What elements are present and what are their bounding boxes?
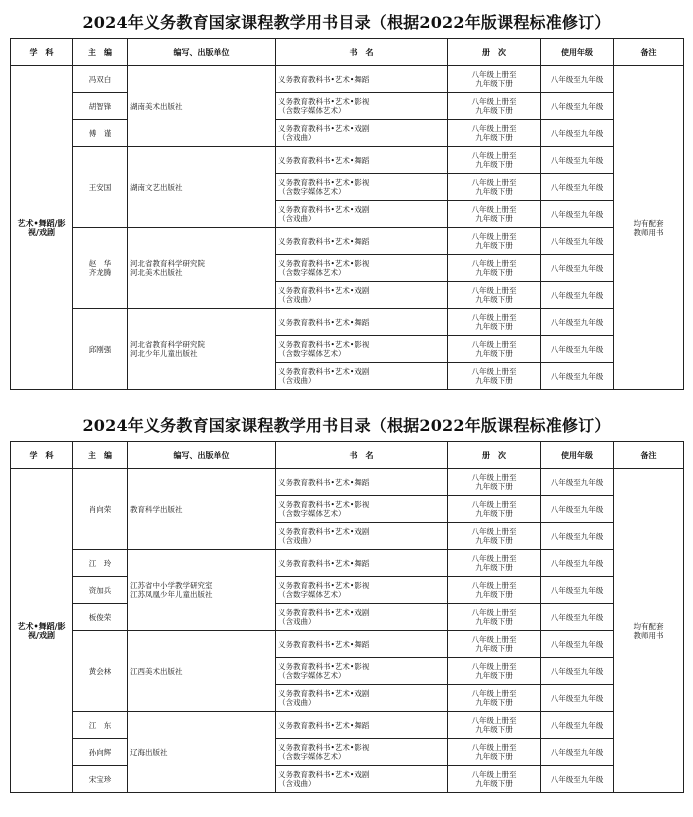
text-line: 义务教育教科书•艺术•戏剧 bbox=[278, 527, 370, 536]
table-header-row bbox=[11, 39, 684, 66]
volume-cell bbox=[448, 712, 541, 739]
text-line: 河北省教育科学研究院 bbox=[130, 340, 205, 349]
text-line: 义务教育教科书•艺术•影视 bbox=[278, 500, 370, 509]
editor-cell bbox=[73, 766, 128, 793]
text-line: （含戏曲） bbox=[278, 536, 316, 545]
text-line: 湖南美术出版社 bbox=[130, 101, 183, 111]
text-line: 九年级下册 bbox=[475, 482, 513, 491]
text-line: 齐龙腾 bbox=[88, 268, 112, 277]
text-line: 黄会林 bbox=[88, 666, 112, 676]
text-line: 九年级下册 bbox=[475, 698, 513, 707]
note-cell bbox=[614, 66, 684, 390]
grade-cell: 八年级至九年级 bbox=[541, 604, 614, 631]
header-grade: 使用年级 bbox=[541, 39, 614, 66]
editor-cell bbox=[73, 309, 128, 390]
text-line: 义务教育教科书•艺术•舞蹈 bbox=[278, 74, 370, 84]
text-line: 河北省教育科学研究院 bbox=[130, 259, 205, 268]
book-title-cell bbox=[276, 712, 448, 739]
text-line: 九年级下册 bbox=[475, 779, 513, 788]
text-line: 王安国 bbox=[88, 182, 112, 192]
text-line: 九年级下册 bbox=[475, 536, 513, 545]
volume-cell bbox=[448, 523, 541, 550]
grade-cell: 八年级至九年级 bbox=[541, 496, 614, 523]
table-row bbox=[11, 604, 684, 631]
text-line: 九年级下册 bbox=[475, 187, 513, 196]
volume-cell bbox=[448, 631, 541, 658]
catalog-table-2 bbox=[10, 441, 684, 793]
text-line: 义务教育教科书•艺术•舞蹈 bbox=[278, 236, 370, 246]
volume-cell bbox=[448, 766, 541, 793]
text-line: （含数字媒体艺术） bbox=[278, 187, 346, 196]
text-line: 八年级上册至 bbox=[471, 259, 517, 268]
text-line: 义务教育教科书•艺术•舞蹈 bbox=[278, 558, 370, 568]
book-title-cell bbox=[276, 685, 448, 712]
volume-cell bbox=[448, 282, 541, 309]
text-line: 义务教育教科书•艺术•影视 bbox=[278, 340, 370, 349]
grade-cell: 八年级至九年级 bbox=[541, 255, 614, 282]
table-row bbox=[11, 577, 684, 604]
publisher-cell bbox=[128, 228, 276, 309]
text-line: 九年级下册 bbox=[475, 79, 513, 88]
text-line: 义务教育教科书•艺术•影视 bbox=[278, 581, 370, 590]
catalog-table-1 bbox=[10, 38, 684, 390]
text-line: 八年级上册至 bbox=[471, 500, 517, 509]
volume-cell bbox=[448, 469, 541, 496]
book-title-cell bbox=[276, 577, 448, 604]
header-subject: 学 科 bbox=[11, 442, 73, 469]
text-line: （含戏曲） bbox=[278, 698, 316, 707]
book-title-cell bbox=[276, 309, 448, 336]
text-line: 胡智锋 bbox=[88, 101, 112, 111]
text-line: 义务教育教科书•艺术•戏剧 bbox=[278, 689, 370, 698]
catalog-title-2: 2024年义务教育国家课程教学用书目录（根据2022年版课程标准修订） bbox=[82, 416, 611, 435]
text-line: 义务教育教科书•艺术•舞蹈 bbox=[278, 720, 370, 730]
volume-cell bbox=[448, 577, 541, 604]
grade-cell: 八年级至九年级 bbox=[541, 469, 614, 496]
text-line: （含数字媒体艺术） bbox=[278, 752, 346, 761]
text-line: 八年级上册至 bbox=[471, 232, 517, 241]
text-line: （含数字媒体艺术） bbox=[278, 509, 346, 518]
book-title-cell bbox=[276, 228, 448, 255]
subject-cell bbox=[11, 66, 73, 390]
catalog-title-1: 2024年义务教育国家课程教学用书目录（根据2022年版课程标准修订） bbox=[82, 13, 611, 32]
editor-cell bbox=[73, 712, 128, 739]
text-line: 八年级上册至 bbox=[471, 581, 517, 590]
grade-cell: 八年级至九年级 bbox=[541, 282, 614, 309]
editor-cell bbox=[73, 120, 128, 147]
text-line: 义务教育教科书•艺术•舞蹈 bbox=[278, 317, 370, 327]
text-line: 义务教育教科书•艺术•舞蹈 bbox=[278, 155, 370, 165]
table-row bbox=[11, 739, 684, 766]
text-line: 义务教育教科书•艺术•影视 bbox=[278, 97, 370, 106]
text-line: 肖向荣 bbox=[88, 504, 112, 514]
grade-cell: 八年级至九年级 bbox=[541, 201, 614, 228]
text-line: 九年级下册 bbox=[475, 644, 513, 653]
publisher-cell bbox=[128, 66, 276, 147]
text-line: 九年级下册 bbox=[475, 376, 513, 385]
text-line: 江苏省中小学教学研究室 bbox=[130, 581, 213, 590]
grade-cell: 八年级至九年级 bbox=[541, 309, 614, 336]
text-line: 资加兵 bbox=[88, 585, 112, 595]
volume-cell bbox=[448, 120, 541, 147]
volume-cell bbox=[448, 336, 541, 363]
text-line: 九年级下册 bbox=[475, 752, 513, 761]
table-row bbox=[11, 766, 684, 793]
table-row bbox=[11, 66, 684, 93]
table-row bbox=[11, 147, 684, 174]
table-row bbox=[11, 309, 684, 336]
text-line: 义务教育教科书•艺术•戏剧 bbox=[278, 367, 370, 376]
table-row bbox=[11, 93, 684, 120]
editor-cell bbox=[73, 604, 128, 631]
volume-cell bbox=[448, 658, 541, 685]
text-line: 八年级上册至 bbox=[471, 178, 517, 187]
text-line: 九年级下册 bbox=[475, 671, 513, 680]
publisher-cell bbox=[128, 469, 276, 550]
text-line: 江 玲 bbox=[88, 558, 112, 568]
text-line: 九年级下册 bbox=[475, 617, 513, 626]
publisher-cell bbox=[128, 631, 276, 712]
text-line: 义务教育教科书•艺术•戏剧 bbox=[278, 286, 370, 295]
book-title-cell bbox=[276, 658, 448, 685]
book-title-cell bbox=[276, 523, 448, 550]
text-line: 八年级上册至 bbox=[471, 313, 517, 322]
book-title-cell bbox=[276, 282, 448, 309]
text-line: 江西美术出版社 bbox=[130, 666, 183, 676]
book-title-cell bbox=[276, 255, 448, 282]
grade-cell: 八年级至九年级 bbox=[541, 336, 614, 363]
text-line: （含戏曲） bbox=[278, 295, 316, 304]
publisher-cell bbox=[128, 712, 276, 793]
book-title-cell bbox=[276, 201, 448, 228]
book-title-cell bbox=[276, 93, 448, 120]
editor-cell bbox=[73, 66, 128, 93]
text-line: 八年级上册至 bbox=[471, 527, 517, 536]
text-line: 八年级上册至 bbox=[471, 635, 517, 644]
book-title-cell bbox=[276, 120, 448, 147]
editor-cell bbox=[73, 469, 128, 550]
text-line: （含戏曲） bbox=[278, 376, 316, 385]
book-title-cell bbox=[276, 496, 448, 523]
text-line: 义务教育教科书•艺术•戏剧 bbox=[278, 608, 370, 617]
text-line: 义务教育教科书•艺术•影视 bbox=[278, 259, 370, 268]
book-title-cell bbox=[276, 363, 448, 390]
table-row bbox=[11, 469, 684, 496]
volume-cell bbox=[448, 255, 541, 282]
table-row bbox=[11, 550, 684, 577]
volume-cell bbox=[448, 228, 541, 255]
grade-cell: 八年级至九年级 bbox=[541, 712, 614, 739]
header-publisher: 编写、出版单位 bbox=[128, 442, 276, 469]
editor-cell bbox=[73, 631, 128, 712]
volume-cell bbox=[448, 66, 541, 93]
editor-cell bbox=[73, 550, 128, 577]
text-line: （含数字媒体艺术） bbox=[278, 349, 346, 358]
book-title-cell bbox=[276, 469, 448, 496]
text-line: 艺术•舞蹈/影 bbox=[17, 217, 66, 228]
text-line: （含数字媒体艺术） bbox=[278, 106, 346, 115]
header-editor: 主 编 bbox=[73, 442, 128, 469]
text-line: 义务教育教科书•艺术•戏剧 bbox=[278, 770, 370, 779]
text-line: 九年级下册 bbox=[475, 590, 513, 599]
volume-cell bbox=[448, 496, 541, 523]
grade-cell: 八年级至九年级 bbox=[541, 147, 614, 174]
text-line: 九年级下册 bbox=[475, 725, 513, 734]
grade-cell: 八年级至九年级 bbox=[541, 739, 614, 766]
book-title-cell bbox=[276, 550, 448, 577]
text-line: 八年级上册至 bbox=[471, 97, 517, 106]
publisher-cell bbox=[128, 309, 276, 390]
grade-cell: 八年级至九年级 bbox=[541, 658, 614, 685]
text-line: 河北美术出版社 bbox=[130, 268, 183, 277]
text-line: （含戏曲） bbox=[278, 617, 316, 626]
volume-cell bbox=[448, 201, 541, 228]
publisher-cell bbox=[128, 147, 276, 228]
text-line: 九年级下册 bbox=[475, 563, 513, 572]
text-line: 八年级上册至 bbox=[471, 286, 517, 295]
volume-cell bbox=[448, 93, 541, 120]
text-line: 八年级上册至 bbox=[471, 662, 517, 671]
text-line: 义务教育教科书•艺术•影视 bbox=[278, 743, 370, 752]
text-line: 九年级下册 bbox=[475, 322, 513, 331]
table-row bbox=[11, 228, 684, 255]
note-cell bbox=[614, 469, 684, 793]
text-line: 九年级下册 bbox=[475, 349, 513, 358]
volume-cell bbox=[448, 739, 541, 766]
text-line: （含戏曲） bbox=[278, 214, 316, 223]
text-line: 九年级下册 bbox=[475, 268, 513, 277]
text-line: 九年级下册 bbox=[475, 509, 513, 518]
text-line: 教师用书 bbox=[633, 227, 664, 237]
text-line: 八年级上册至 bbox=[471, 743, 517, 752]
grade-cell: 八年级至九年级 bbox=[541, 766, 614, 793]
text-line: 教师用书 bbox=[633, 630, 664, 640]
text-line: （含戏曲） bbox=[278, 133, 316, 142]
table-row bbox=[11, 631, 684, 658]
header-editor: 主 编 bbox=[73, 39, 128, 66]
header-book-title: 书 名 bbox=[276, 442, 448, 469]
book-title-cell bbox=[276, 147, 448, 174]
volume-cell bbox=[448, 550, 541, 577]
text-line: 九年级下册 bbox=[475, 214, 513, 223]
publisher-cell bbox=[128, 550, 276, 631]
grade-cell: 八年级至九年级 bbox=[541, 363, 614, 390]
text-line: 九年级下册 bbox=[475, 295, 513, 304]
text-line: 江苏凤凰少年儿童出版社 bbox=[130, 590, 213, 599]
table-row bbox=[11, 712, 684, 739]
text-line: 八年级上册至 bbox=[471, 124, 517, 133]
text-line: 傅 谨 bbox=[88, 128, 112, 138]
header-publisher: 编写、出版单位 bbox=[128, 39, 276, 66]
subject-cell bbox=[11, 469, 73, 793]
header-subject: 学 科 bbox=[11, 39, 73, 66]
text-line: 九年级下册 bbox=[475, 106, 513, 115]
text-line: 八年级上册至 bbox=[471, 151, 517, 160]
text-line: 义务教育教科书•艺术•戏剧 bbox=[278, 124, 370, 133]
book-title-cell bbox=[276, 604, 448, 631]
grade-cell: 八年级至九年级 bbox=[541, 685, 614, 712]
book-title-cell bbox=[276, 66, 448, 93]
text-line: 八年级上册至 bbox=[471, 473, 517, 482]
text-line: 八年级上册至 bbox=[471, 716, 517, 725]
text-line: 义务教育教科书•艺术•影视 bbox=[278, 178, 370, 187]
grade-cell: 八年级至九年级 bbox=[541, 174, 614, 201]
text-line: 教育科学出版社 bbox=[130, 504, 183, 514]
text-line: （含数字媒体艺术） bbox=[278, 671, 346, 680]
text-line: 九年级下册 bbox=[475, 241, 513, 250]
grade-cell: 八年级至九年级 bbox=[541, 120, 614, 147]
header-volume: 册 次 bbox=[448, 39, 541, 66]
text-line: 八年级上册至 bbox=[471, 608, 517, 617]
text-line: 辽海出版社 bbox=[130, 747, 168, 757]
editor-cell bbox=[73, 228, 128, 309]
editor-cell bbox=[73, 739, 128, 766]
grade-cell: 八年级至九年级 bbox=[541, 66, 614, 93]
text-line: 河北少年儿童出版社 bbox=[130, 349, 198, 358]
grade-cell: 八年级至九年级 bbox=[541, 631, 614, 658]
text-line: 宋宝珍 bbox=[88, 774, 112, 784]
header-grade: 使用年级 bbox=[541, 442, 614, 469]
header-book-title: 书 名 bbox=[276, 39, 448, 66]
text-line: 湖南文艺出版社 bbox=[130, 182, 183, 192]
book-title-cell bbox=[276, 766, 448, 793]
table-row bbox=[11, 120, 684, 147]
volume-cell bbox=[448, 174, 541, 201]
volume-cell bbox=[448, 685, 541, 712]
text-line: （含数字媒体艺术） bbox=[278, 590, 346, 599]
grade-cell: 八年级至九年级 bbox=[541, 577, 614, 604]
text-line: 义务教育教科书•艺术•影视 bbox=[278, 662, 370, 671]
book-title-cell bbox=[276, 336, 448, 363]
volume-cell bbox=[448, 147, 541, 174]
text-line: 八年级上册至 bbox=[471, 367, 517, 376]
text-line: 冯双白 bbox=[88, 74, 112, 84]
volume-cell bbox=[448, 604, 541, 631]
table-header-row bbox=[11, 442, 684, 469]
text-line: 板俊荣 bbox=[88, 612, 112, 622]
text-line: 九年级下册 bbox=[475, 160, 513, 169]
grade-cell: 八年级至九年级 bbox=[541, 550, 614, 577]
editor-cell bbox=[73, 93, 128, 120]
grade-cell: 八年级至九年级 bbox=[541, 523, 614, 550]
text-line: 八年级上册至 bbox=[471, 689, 517, 698]
header-note: 备注 bbox=[614, 442, 684, 469]
text-line: 视/戏剧 bbox=[28, 629, 55, 640]
header-volume: 册 次 bbox=[448, 442, 541, 469]
text-line: 均有配套 bbox=[633, 218, 664, 228]
volume-cell bbox=[448, 363, 541, 390]
text-line: 义务教育教科书•艺术•舞蹈 bbox=[278, 477, 370, 487]
text-line: 艺术•舞蹈/影 bbox=[17, 620, 66, 631]
book-title-cell bbox=[276, 631, 448, 658]
text-line: （含数字媒体艺术） bbox=[278, 268, 346, 277]
grade-cell: 八年级至九年级 bbox=[541, 228, 614, 255]
text-line: （含戏曲） bbox=[278, 779, 316, 788]
text-line: 赵 华 bbox=[88, 259, 112, 268]
text-line: 八年级上册至 bbox=[471, 340, 517, 349]
grade-cell: 八年级至九年级 bbox=[541, 93, 614, 120]
text-line: 义务教育教科书•艺术•舞蹈 bbox=[278, 639, 370, 649]
text-line: 九年级下册 bbox=[475, 133, 513, 142]
book-title-cell bbox=[276, 174, 448, 201]
text-line: 均有配套 bbox=[633, 621, 664, 631]
text-line: 八年级上册至 bbox=[471, 70, 517, 79]
text-line: 孙向辉 bbox=[88, 747, 112, 757]
text-line: 视/戏剧 bbox=[28, 226, 55, 237]
editor-cell bbox=[73, 147, 128, 228]
volume-cell bbox=[448, 309, 541, 336]
text-line: 八年级上册至 bbox=[471, 554, 517, 563]
text-line: 八年级上册至 bbox=[471, 205, 517, 214]
header-note: 备注 bbox=[614, 39, 684, 66]
editor-cell bbox=[73, 577, 128, 604]
book-title-cell bbox=[276, 739, 448, 766]
text-line: 义务教育教科书•艺术•戏剧 bbox=[278, 205, 370, 214]
text-line: 八年级上册至 bbox=[471, 770, 517, 779]
text-line: 邱刚强 bbox=[88, 344, 112, 354]
text-line: 江 东 bbox=[88, 720, 112, 730]
